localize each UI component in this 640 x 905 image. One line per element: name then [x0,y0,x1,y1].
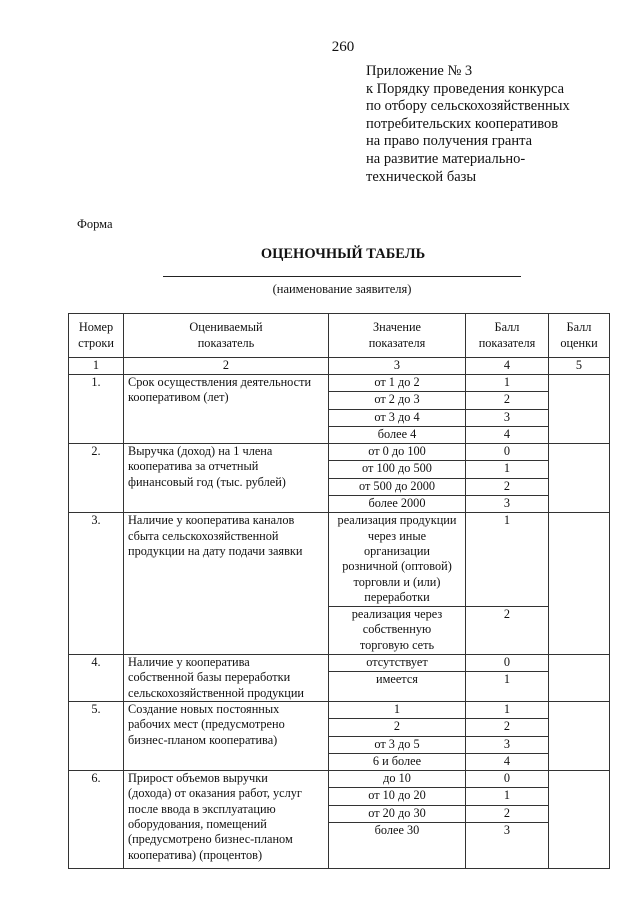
score-cell [466,444,549,513]
value-option [329,461,465,478]
row-number: 3. [69,513,124,655]
value-line: 6 и более [372,753,422,768]
row-number: 1. [69,375,124,444]
value-option [329,672,465,688]
score-option: 1 [466,375,548,392]
header-line: Балл [566,320,592,335]
header-line: строки [78,335,114,350]
score-option: 4 [503,753,511,768]
value-cell [329,701,466,770]
value-line: от 20 до 30 [368,805,426,820]
column-numbers-row [69,358,610,375]
value-option [329,823,465,839]
value-line: розничной (оптовой) [342,559,452,574]
score-option: 0 [466,444,548,461]
indicator-line: оборудования, помещений [128,817,267,832]
document-title: ОЦЕНОЧНЫЙ ТАБЕЛЬ [260,246,426,262]
value-option [329,655,465,672]
header-row-number [69,314,124,358]
table-row [69,444,610,513]
column-number: 2 [124,358,329,375]
header-line: показатель [197,335,255,350]
header-line: показателя [368,335,426,350]
value-line: переработки [364,589,430,604]
value-line: организации [363,543,431,558]
assessment-cell [549,701,610,770]
score-option: 1 [466,461,548,478]
indicator-line: бизнес-планом кооператива) [128,732,278,747]
score-option: 2 [466,392,548,409]
value-cell [329,655,466,702]
applicant-caption: (наименование заявителя) [272,282,412,296]
score-cell [466,771,549,869]
assessment-cell [549,444,610,513]
value-line: более 30 [374,823,420,838]
value-cell [329,771,466,869]
header-indicator [124,314,329,358]
header-line: показателя [478,335,536,350]
value-option [329,444,465,461]
score-option: 1 [503,672,511,687]
assessment-cell [549,655,610,702]
value-line: от 0 до 100 [368,444,426,459]
header-value [329,314,466,358]
value-option [329,427,465,443]
column-number: 1 [69,358,124,375]
value-option [329,806,465,823]
score-table [68,313,610,869]
header-line: Значение [373,320,421,335]
value-cell [329,444,466,513]
value-line: от 1 до 2 [374,375,420,389]
value-line: через иные [367,528,427,543]
row-number: 6. [69,771,124,869]
value-option [329,771,465,788]
applicant-name-line [163,276,521,277]
header-line: оценки [560,335,598,350]
value-line: до 10 [383,771,411,786]
indicator-line: собственной базы переработки [128,670,291,685]
row-number: 2. [69,444,124,513]
value-line: 1 [393,701,401,716]
header-score [466,314,549,358]
score-option: 0 [466,655,548,672]
header-line: Номер [78,320,114,335]
indicator-line: Создание новых постоянных [128,701,280,716]
score-option: 2 [466,719,548,736]
value-line: торговую сеть [359,637,435,652]
appendix-line: потребительских кооперативов [366,115,559,132]
appendix-line: по отбору сельскохозяйственных [366,98,570,115]
value-option [329,737,465,754]
appendix-block [366,63,570,186]
indicator-line: сбыта сельскохозяйственной [128,528,279,543]
value-line: от 2 до 3 [374,392,420,407]
indicator-line: Выручка (доход) на 1 члена [128,444,273,459]
score-cell [466,701,549,770]
indicator-line: (предусмотрено бизнес-планом [128,832,293,847]
value-line: более 2000 [368,496,426,511]
appendix-line: к Порядку проведения конкурса [366,80,565,97]
score-option: 4 [503,426,511,441]
value-line: собственную [362,622,432,637]
table-row [69,375,610,444]
score-option: 3 [503,496,511,511]
assessment-cell [549,375,610,444]
value-line: реализация продукции [337,513,457,528]
table-header-row [69,314,610,358]
value-option [329,719,465,736]
form-label: Форма [77,217,113,231]
value-line: отсутствует [366,655,428,670]
value-option [329,496,465,512]
value-line: от 3 до 4 [374,409,420,424]
value-line: от 500 до 2000 [358,478,436,493]
indicator-line: кооператива) (процентов) [128,847,263,862]
value-line: 2 [393,719,401,734]
assessment-cell [549,771,610,869]
table-row [69,655,610,702]
score-option: 3 [466,410,548,427]
value-option [329,513,465,607]
value-cell [329,513,466,655]
indicator-cell [124,444,329,513]
score-option: 3 [466,737,548,754]
value-option [329,754,465,770]
score-option: 3 [503,823,511,838]
value-line: имеется [376,672,418,687]
indicator-line: кооперативом (лет) [128,390,229,405]
column-number: 5 [549,358,610,375]
table-row [69,701,610,770]
appendix-line: на развитие материально- [366,150,526,167]
header-assessment [549,314,610,358]
appendix-line: технической базы [366,168,477,185]
page-number: 260 [331,39,355,55]
score-option: 2 [466,806,548,823]
row-number: 4. [69,655,124,702]
score-option: 1 [466,788,548,805]
indicator-line: Наличие у кооператива [128,655,250,670]
header-line: Оцениваемый [189,320,263,335]
value-cell [329,375,466,444]
score-option: 0 [466,771,548,788]
indicator-line: продукции на дату подачи заявки [128,543,303,558]
value-option [329,392,465,409]
header-line: Балл [494,320,520,335]
value-line: от 3 до 5 [374,736,420,751]
indicator-line: Прирост объемов выручки [128,771,268,786]
score-option: 1 [466,702,548,719]
indicator-line: финансовый год (тыс. рублей) [128,474,286,489]
indicator-cell [124,513,329,655]
value-line: от 10 до 20 [368,788,426,803]
value-option [329,410,465,427]
score-option: 1 [466,513,548,607]
value-option [329,375,465,392]
score-cell [466,513,549,655]
value-line: реализация через [351,607,443,622]
column-number: 3 [329,358,466,375]
value-option [329,702,465,719]
indicator-line: кооператива за отчетный [128,459,259,474]
value-line: от 100 до 500 [362,461,432,476]
indicator-cell [124,655,329,702]
score-cell [466,655,549,702]
value-line: более 4 [377,426,417,441]
score-option: 2 [503,607,511,622]
indicator-cell [124,771,329,869]
indicator-line: после ввода в эксплуатацию [128,801,276,816]
score-cell [466,375,549,444]
indicator-line: Срок осуществления деятельности [128,375,312,389]
appendix-line: на право получения гранта [366,133,533,150]
score-option: 2 [466,479,548,496]
indicator-cell [124,375,329,444]
indicator-line: (дохода) от оказания работ, услуг [128,786,302,801]
value-option [329,788,465,805]
value-option [329,607,465,654]
value-line: торговли и (или) [353,574,441,589]
appendix-line: Приложение № 3 [366,63,473,79]
indicator-cell [124,701,329,770]
assessment-cell [549,513,610,655]
indicator-line: сельскохозяйственной продукции [128,685,305,700]
table-row [69,513,610,655]
column-number: 4 [466,358,549,375]
indicator-line: Наличие у кооператива каналов [128,513,295,528]
table-row [69,771,610,869]
row-number: 5. [69,701,124,770]
value-option [329,479,465,496]
indicator-line: рабочих мест (предусмотрено [128,717,285,732]
